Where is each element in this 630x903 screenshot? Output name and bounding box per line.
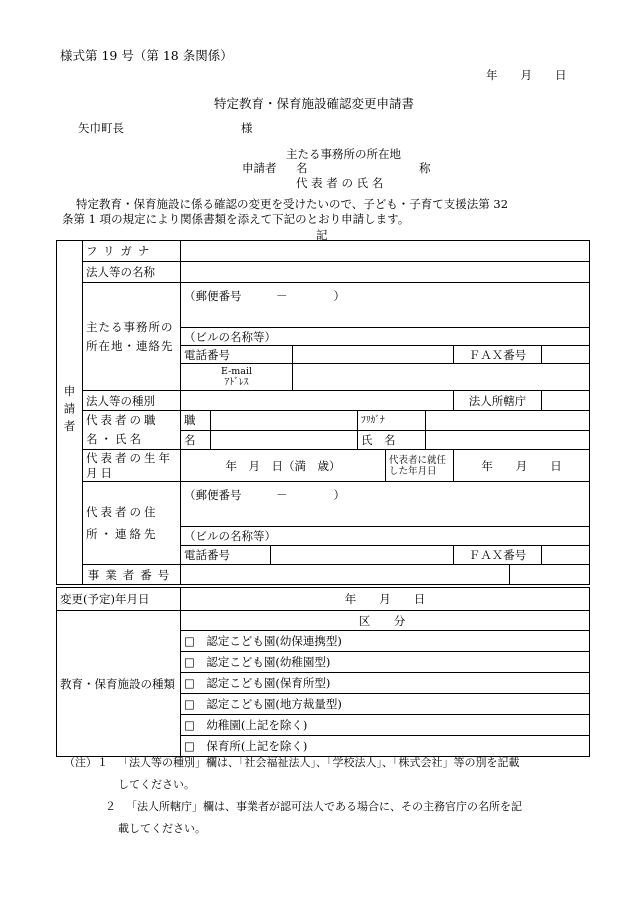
business-no-field[interactable]	[181, 565, 510, 585]
furigana-label: フリガナ	[83, 241, 181, 262]
representative-label: 代 表 者 の 氏 名	[296, 176, 384, 190]
form-number: 様式第 19 号（第 18 条関係）	[60, 48, 233, 63]
office-building[interactable]: （ビルの名称等）	[181, 328, 590, 346]
email-field[interactable]	[293, 364, 590, 391]
option-yochien[interactable]: □ 幼稚園(上記を除く)	[181, 715, 590, 736]
rep-title-field[interactable]	[211, 411, 358, 431]
note-1-line-1: 「法人等の種別」欄は、「社会福祉法人」、「学校法人」、「株式会社」等の別を記載	[118, 756, 520, 769]
facility-table	[56, 587, 590, 757]
change-date-label: 変更(予定)年月日	[57, 588, 181, 611]
rep-tel-label: 電話番号	[181, 546, 271, 565]
corp-name-field[interactable]	[181, 262, 590, 283]
rep-fax-field[interactable]	[542, 546, 590, 565]
office-address-label: 主たる事務所の所在地・連絡先	[83, 283, 181, 391]
rep-birth-label: 代表者の生年月日	[83, 450, 181, 482]
furigana-field[interactable]	[181, 241, 590, 262]
rep-since-field[interactable]: 年 月 日	[454, 450, 590, 482]
intro-line-1: 特定教育・保育施設に係る確認の変更を受けたいので、子ども・子育て支援法第 32	[76, 197, 509, 211]
option-yoho-renkei[interactable]: □ 認定こども園(幼保連携型)	[181, 631, 590, 652]
office-location-label: 主たる事務所の所在地	[286, 147, 401, 161]
rep-name-title-field[interactable]	[211, 430, 358, 450]
application-table	[56, 240, 590, 585]
corp-name-label: 法人等の名称	[83, 262, 181, 283]
rep-name-field[interactable]	[426, 430, 590, 450]
applicant-section-label: 申請者	[57, 241, 83, 585]
facility-type-label: 教育・保育施設の種類	[57, 611, 181, 757]
shimei-label: 氏 名	[358, 430, 426, 450]
email-label: E-mail ｱﾄﾞﾚｽ	[181, 364, 293, 391]
note-1-line-2: してください。	[118, 778, 195, 791]
corp-authority-label: 法人所轄庁	[454, 391, 542, 411]
note-2-number: ２	[105, 800, 116, 813]
intro-line-2: 条第 1 項の規定により関係書類を添えて下記のとおり申請します。	[62, 212, 410, 226]
shoku-label: 職	[181, 411, 211, 431]
rep-tel-field[interactable]	[271, 546, 454, 565]
addressee: 矢巾町長	[78, 121, 124, 135]
applicant-label: 申請者	[242, 161, 277, 175]
office-fax-label: ＦＡＸ番号	[454, 346, 542, 364]
rep-address-field[interactable]	[181, 508, 590, 527]
option-hoikusho[interactable]: □ 保育所(上記を除く)	[181, 736, 590, 757]
rep-building[interactable]: （ビルの名称等）	[181, 527, 590, 546]
option-chiho-sairyo[interactable]: □ 認定こども園(地方裁量型)	[181, 694, 590, 715]
page-title: 特定教育・保育施設確認変更申請書	[214, 96, 415, 111]
rep-postal[interactable]: （郵便番号 － ）	[181, 482, 590, 508]
mei-label: 名	[181, 430, 211, 450]
change-date-field[interactable]: 年 月 日	[181, 588, 590, 611]
rep-since-label: 代表者に就任した年月日	[386, 450, 454, 482]
rep-furigana-field[interactable]	[426, 411, 590, 431]
name-label: 名	[296, 161, 308, 175]
office-postal[interactable]: （郵便番号 － ）	[181, 283, 590, 309]
category-header: 区 分	[181, 611, 590, 631]
office-fax-field[interactable]	[542, 346, 590, 364]
business-no-label: 事業者番号	[83, 565, 181, 585]
office-address-field[interactable]	[181, 309, 590, 328]
corp-type-field[interactable]	[181, 391, 454, 411]
option-hoikusho-gata[interactable]: □ 認定こども園(保育所型)	[181, 673, 590, 694]
rep-title-name-label: 代表者の職名・氏名	[83, 411, 181, 450]
rep-furigana-label: ﾌﾘｶﾞﾅ	[358, 411, 426, 431]
application-date: 年 月 日	[486, 68, 567, 82]
option-yochien-gata[interactable]: □ 認定こども園(幼稚園型)	[181, 652, 590, 673]
business-no-extra[interactable]	[510, 565, 590, 585]
rep-birth-field[interactable]: 年 月 日（満 歳）	[181, 450, 386, 482]
note-head: （注）１	[64, 756, 108, 769]
name-label-2: 称	[419, 161, 431, 175]
corp-authority-field[interactable]	[542, 391, 590, 411]
rep-address-label: 代表者の住所・連絡先	[83, 482, 181, 565]
note-2-line-2: 載してください。	[118, 822, 206, 835]
rep-fax-label: ＦＡＸ番号	[454, 546, 542, 565]
note-2-line-1: 「法人所轄庁」欄は、事業者が認可法人である場合に、その主務官庁の名所を記	[126, 800, 522, 813]
office-tel-label: 電話番号	[181, 346, 293, 364]
office-tel-field[interactable]	[293, 346, 454, 364]
corp-type-label: 法人等の種別	[83, 391, 181, 411]
ki-label: 記	[316, 228, 328, 242]
honorific: 様	[241, 121, 253, 135]
